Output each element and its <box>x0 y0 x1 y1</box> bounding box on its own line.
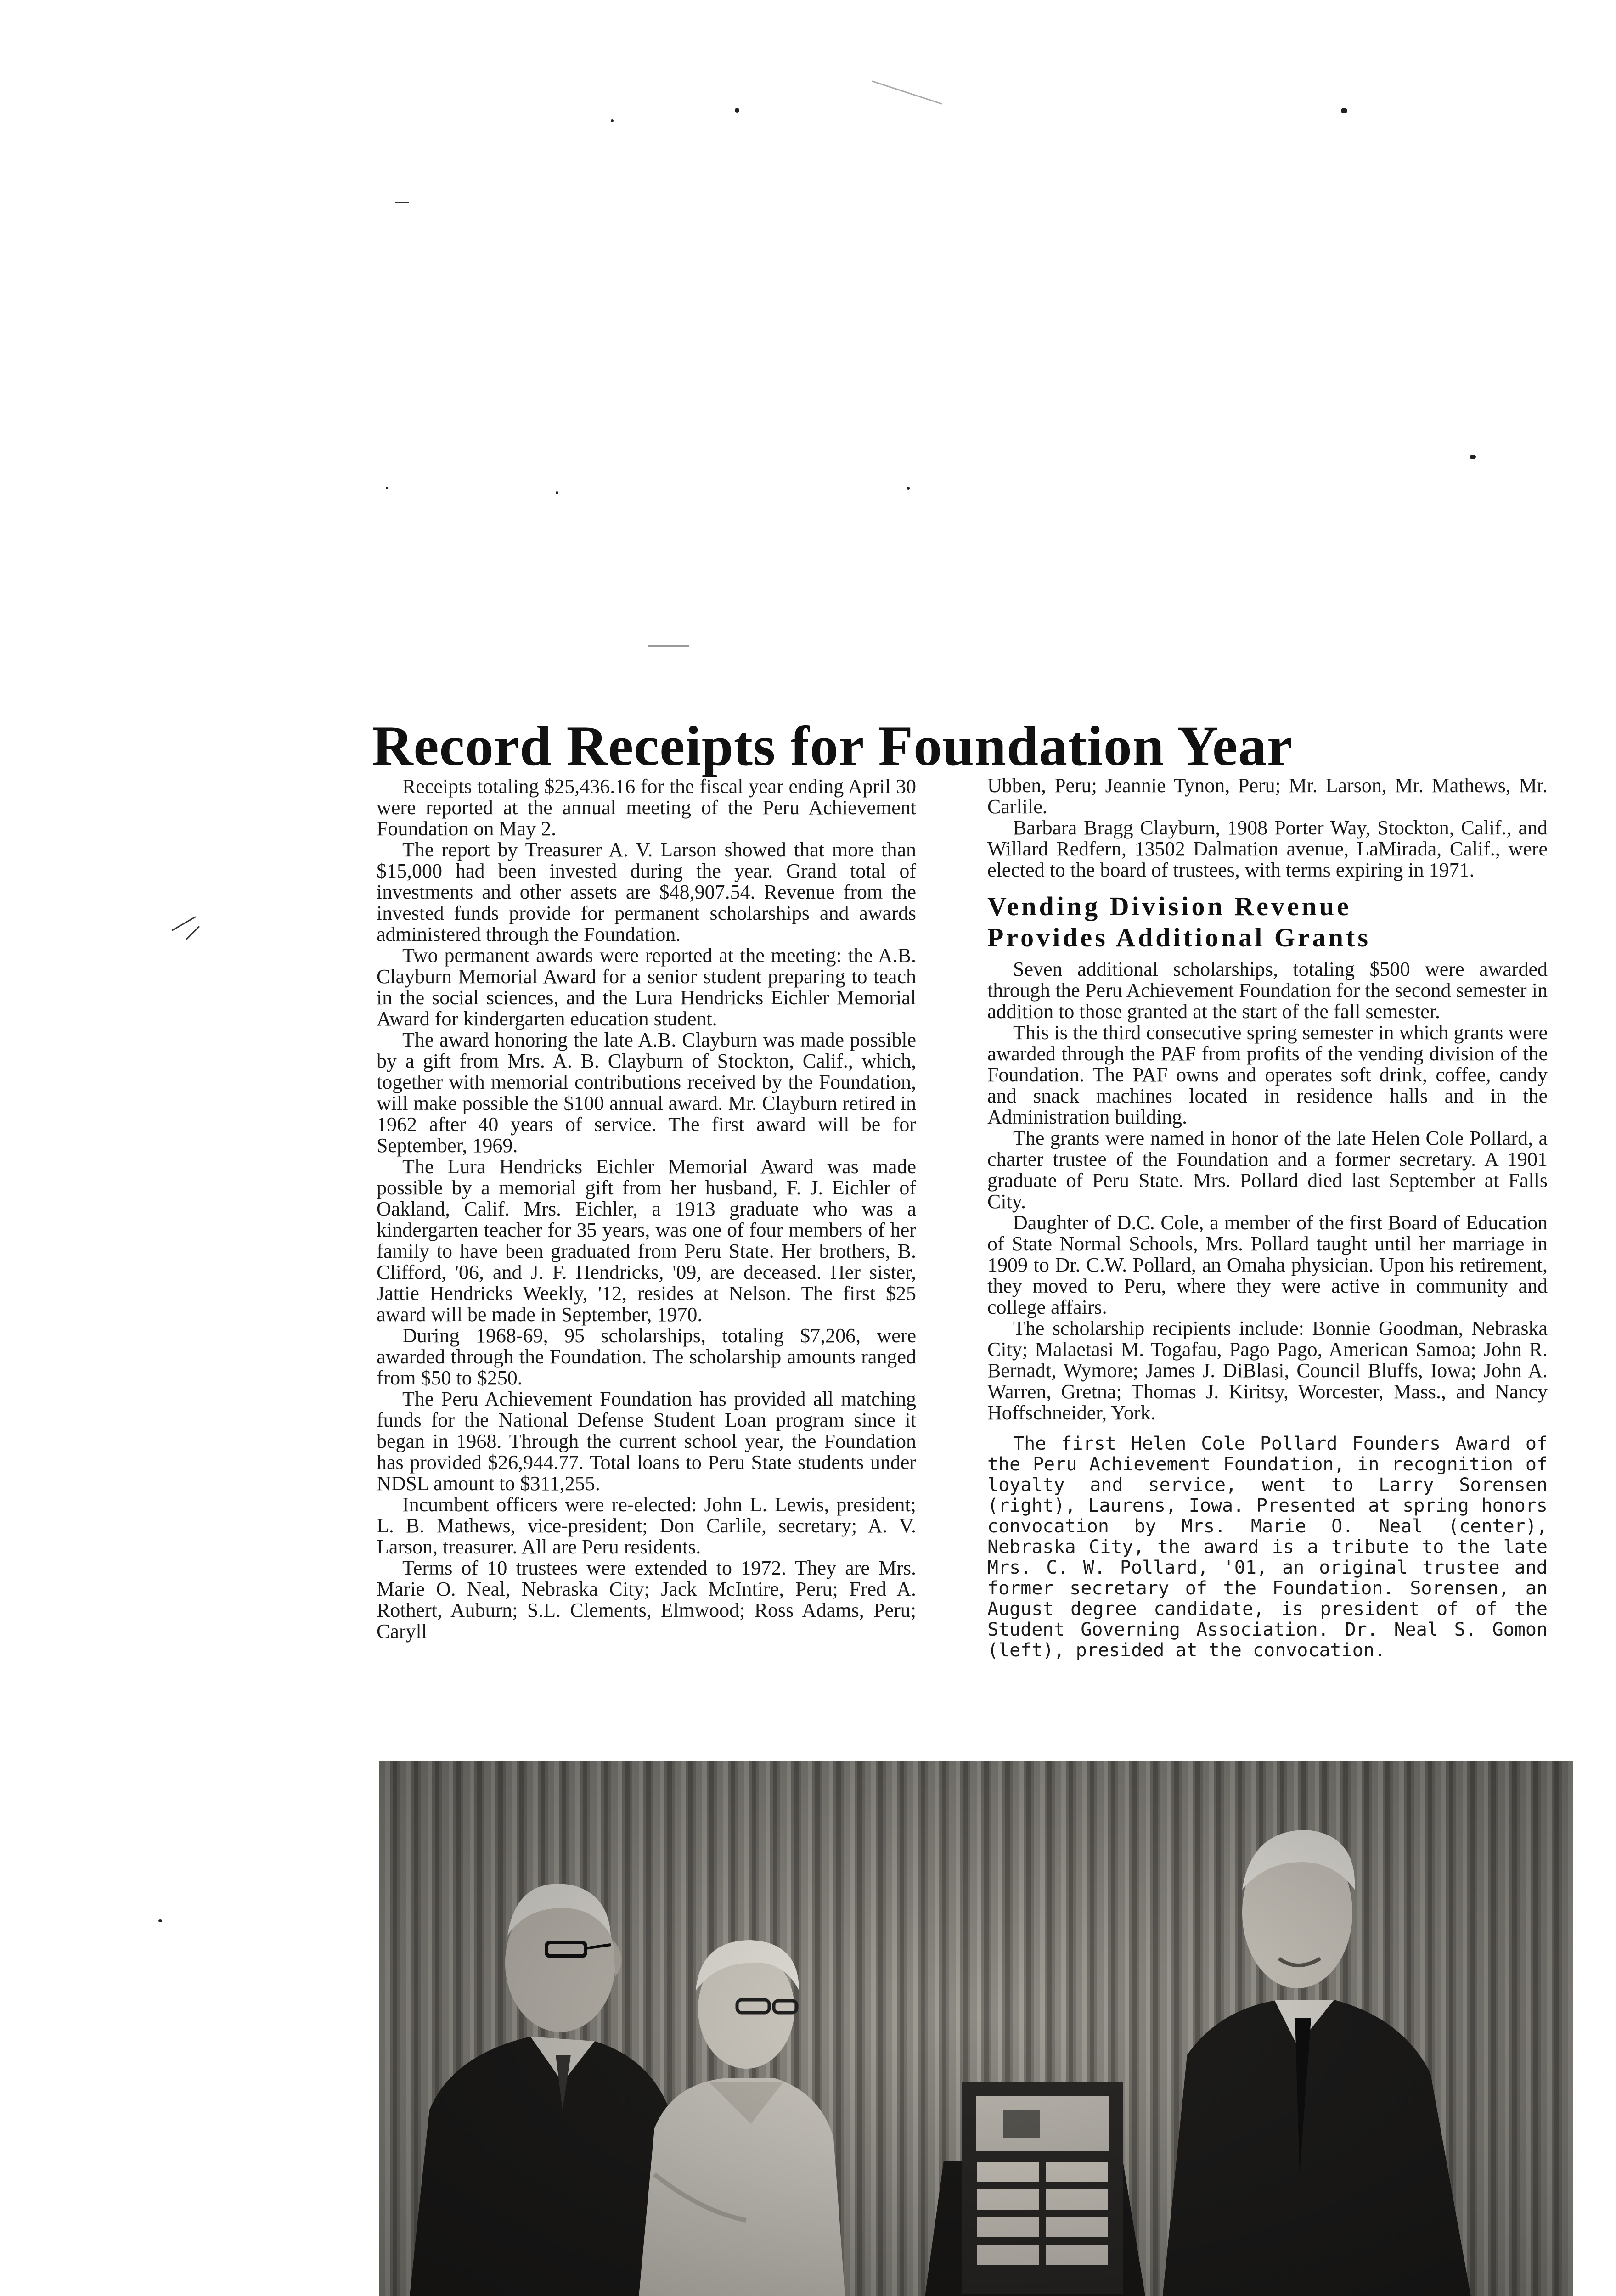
scan-speck <box>556 491 558 494</box>
scan-speck <box>1470 455 1476 459</box>
scan-speck <box>611 119 614 122</box>
award-photo-illustration <box>379 1761 1573 2296</box>
article-left-column <box>377 776 916 1642</box>
article-paragraph: This is the third consecutive spring semester in which grants were awarded through the PAF from profits of the vending division of the Foundation. The PAF owns and operates soft drink, coffee, candy and snack machines located in residence halls and in the Administration building. <box>987 1021 1548 1128</box>
scan-speck <box>1341 108 1347 113</box>
article-paragraph: Daughter of D.C. Cole, a member of the first Board of Education of State Normal Schools, Mrs. Pollard taught until her marriage in 1909 to Dr. C.W. Pollard, an Omaha physician. Upon his retirement, they moved to Peru, where they were active in community and college affairs. <box>987 1211 1548 1318</box>
article-paragraph: The award honoring the late A.B. Clayburn was made possible by a gift from Mrs. A. B. Clayburn of Stockton, Calif., which, together with memorial contributions received by the Foundation, will make possible the $100 annual award. Mr. Clayburn retired in 1962 after 40 years of service. The first award will be for September, 1969. <box>377 1029 916 1157</box>
article-paragraph: Seven additional scholarships, totaling $500 were awarded through the Peru Achievement Foundation for the second semester in addition to those granted at the start of the fall semester. <box>987 958 1548 1023</box>
headline: Record Receipts for Foundation Year <box>372 715 1293 777</box>
article-paragraph: The Peru Achievement Foundation has provided all matching funds for the National Defense Student Loan program since it began in 1968. Through the current school year, the Foundation has provided $26,944.77. Total loans to Peru State students under NDSL amount to $311,255. <box>377 1388 916 1495</box>
scan-mark <box>395 202 409 203</box>
article-paragraph: The Lura Hendricks Eichler Memorial Award was made possible by a memorial gift from her husband, F. J. Eichler of Oakland, Calif. Mrs. Eichler, a 1913 graduate who was a kindergarten teacher for 35 years, was one of four members of her family to have been graduated from Peru State. Her brothers, B. Clifford, '06, and J. F. Hendricks, '09, are deceased. Her sister, Jattie Hendricks Weekly, '12, resides at Nelson. The first $25 award will be made in September, 1970. <box>377 1155 916 1326</box>
subheadline-line: Vending Division Revenue <box>987 891 1351 921</box>
article-paragraph: Receipts totaling $25,436.16 for the fiscal year ending April 30 were reported at the annual meeting of the Peru Achievement Foundation on May 2. <box>377 775 916 840</box>
scan-speck <box>158 1919 162 1922</box>
scan-mark <box>872 80 942 104</box>
article-paragraph: Barbara Bragg Clayburn, 1908 Porter Way, Stockton, Calif., and Willard Redfern, 13502 Dalmation avenue, LaMirada, Calif., were elected to the board of trustees, with terms expiring in 1971. <box>987 816 1548 881</box>
article-paragraph: The scholarship recipients include: Bonnie Goodman, Nebraska City; Malaetasi M. Togafau, Pago Pago, American Samoa; John R. Bernadt, Wymore; James J. DiBlasi, Council Bluffs, Iowa; John A. Warren, Gretna; Thomas J. Kiritsy, Worcester, Mass., and Nancy Hoffschneider, York. <box>987 1317 1548 1424</box>
scan-speck <box>735 108 739 113</box>
article-paragraph: During 1968-69, 95 scholarships, totaling $7,206, were awarded through the Foundation. The scholarship amounts ranged from $50 to $250. <box>377 1324 916 1389</box>
article-paragraph: Ubben, Peru; Jeannie Tynon, Peru; Mr. Larson, Mr. Mathews, Mr. Carlile. <box>987 774 1548 818</box>
article-paragraph: The grants were named in honor of the late Helen Cole Pollard, a charter trustee of the Foundation and a former secretary. A 1901 graduate of Peru State. Mrs. Pollard died last September at Falls City. <box>987 1127 1548 1213</box>
scan-speck <box>907 487 910 490</box>
article-paragraph: Incumbent officers were re-elected: John L. Lewis, president; L. B. Mathews, vice-president; Don Carlile, secretary; A. V. Larson, treasurer. All are Peru residents. <box>377 1493 916 1558</box>
article-paragraph: The report by Treasurer A. V. Larson showed that more than $15,000 had been invested during the year. Grand total of investments and other assets are $48,907.54. Revenue from the invested funds provide for permanent scholarships and awards administered through the Foundation. <box>377 838 916 945</box>
scan-speck <box>386 487 388 489</box>
article-paragraph: Terms of 10 trustees were extended to 1972. They are Mrs. Marie O. Neal, Nebraska City; Jack McIntire, Peru; Fred A. Rothert, Auburn; S.L. Clements, Elmwood; Ross Adams, Peru; Caryll <box>377 1557 916 1643</box>
article-paragraph: Two permanent awards were reported at the meeting: the A.B. Clayburn Memorial Award for a senior student preparing to teach in the social sciences, and the Lura Hendricks Eichler Memorial Award for kindergarten education student. <box>377 944 916 1030</box>
scan-mark <box>171 916 196 931</box>
scan-mark <box>186 926 200 940</box>
subheadline <box>987 891 1548 953</box>
award-photo <box>379 1761 1573 2296</box>
photo-caption: The first Helen Cole Pollard Founders Award of the Peru Achievement Foundation, in recognition of loyalty and service, went to Larry Sorensen (right), Laurens, Iowa. Presented at spring honors convocation by Mrs. Marie O. Neal (center), Nebraska City, the award is a tribute to the late Mrs. C. W. Pollard, '01, an original trustee and former secretary of the Foundation. Sorensen, an August degree candidate, is president of of the Student Governing Association. Dr. Neal S. Gomon (left), presided at the convocation. <box>987 1433 1548 1661</box>
article-right-column <box>987 775 1548 1661</box>
subheadline-line: Provides Additional Grants <box>987 923 1371 952</box>
scan-mark <box>648 645 689 647</box>
